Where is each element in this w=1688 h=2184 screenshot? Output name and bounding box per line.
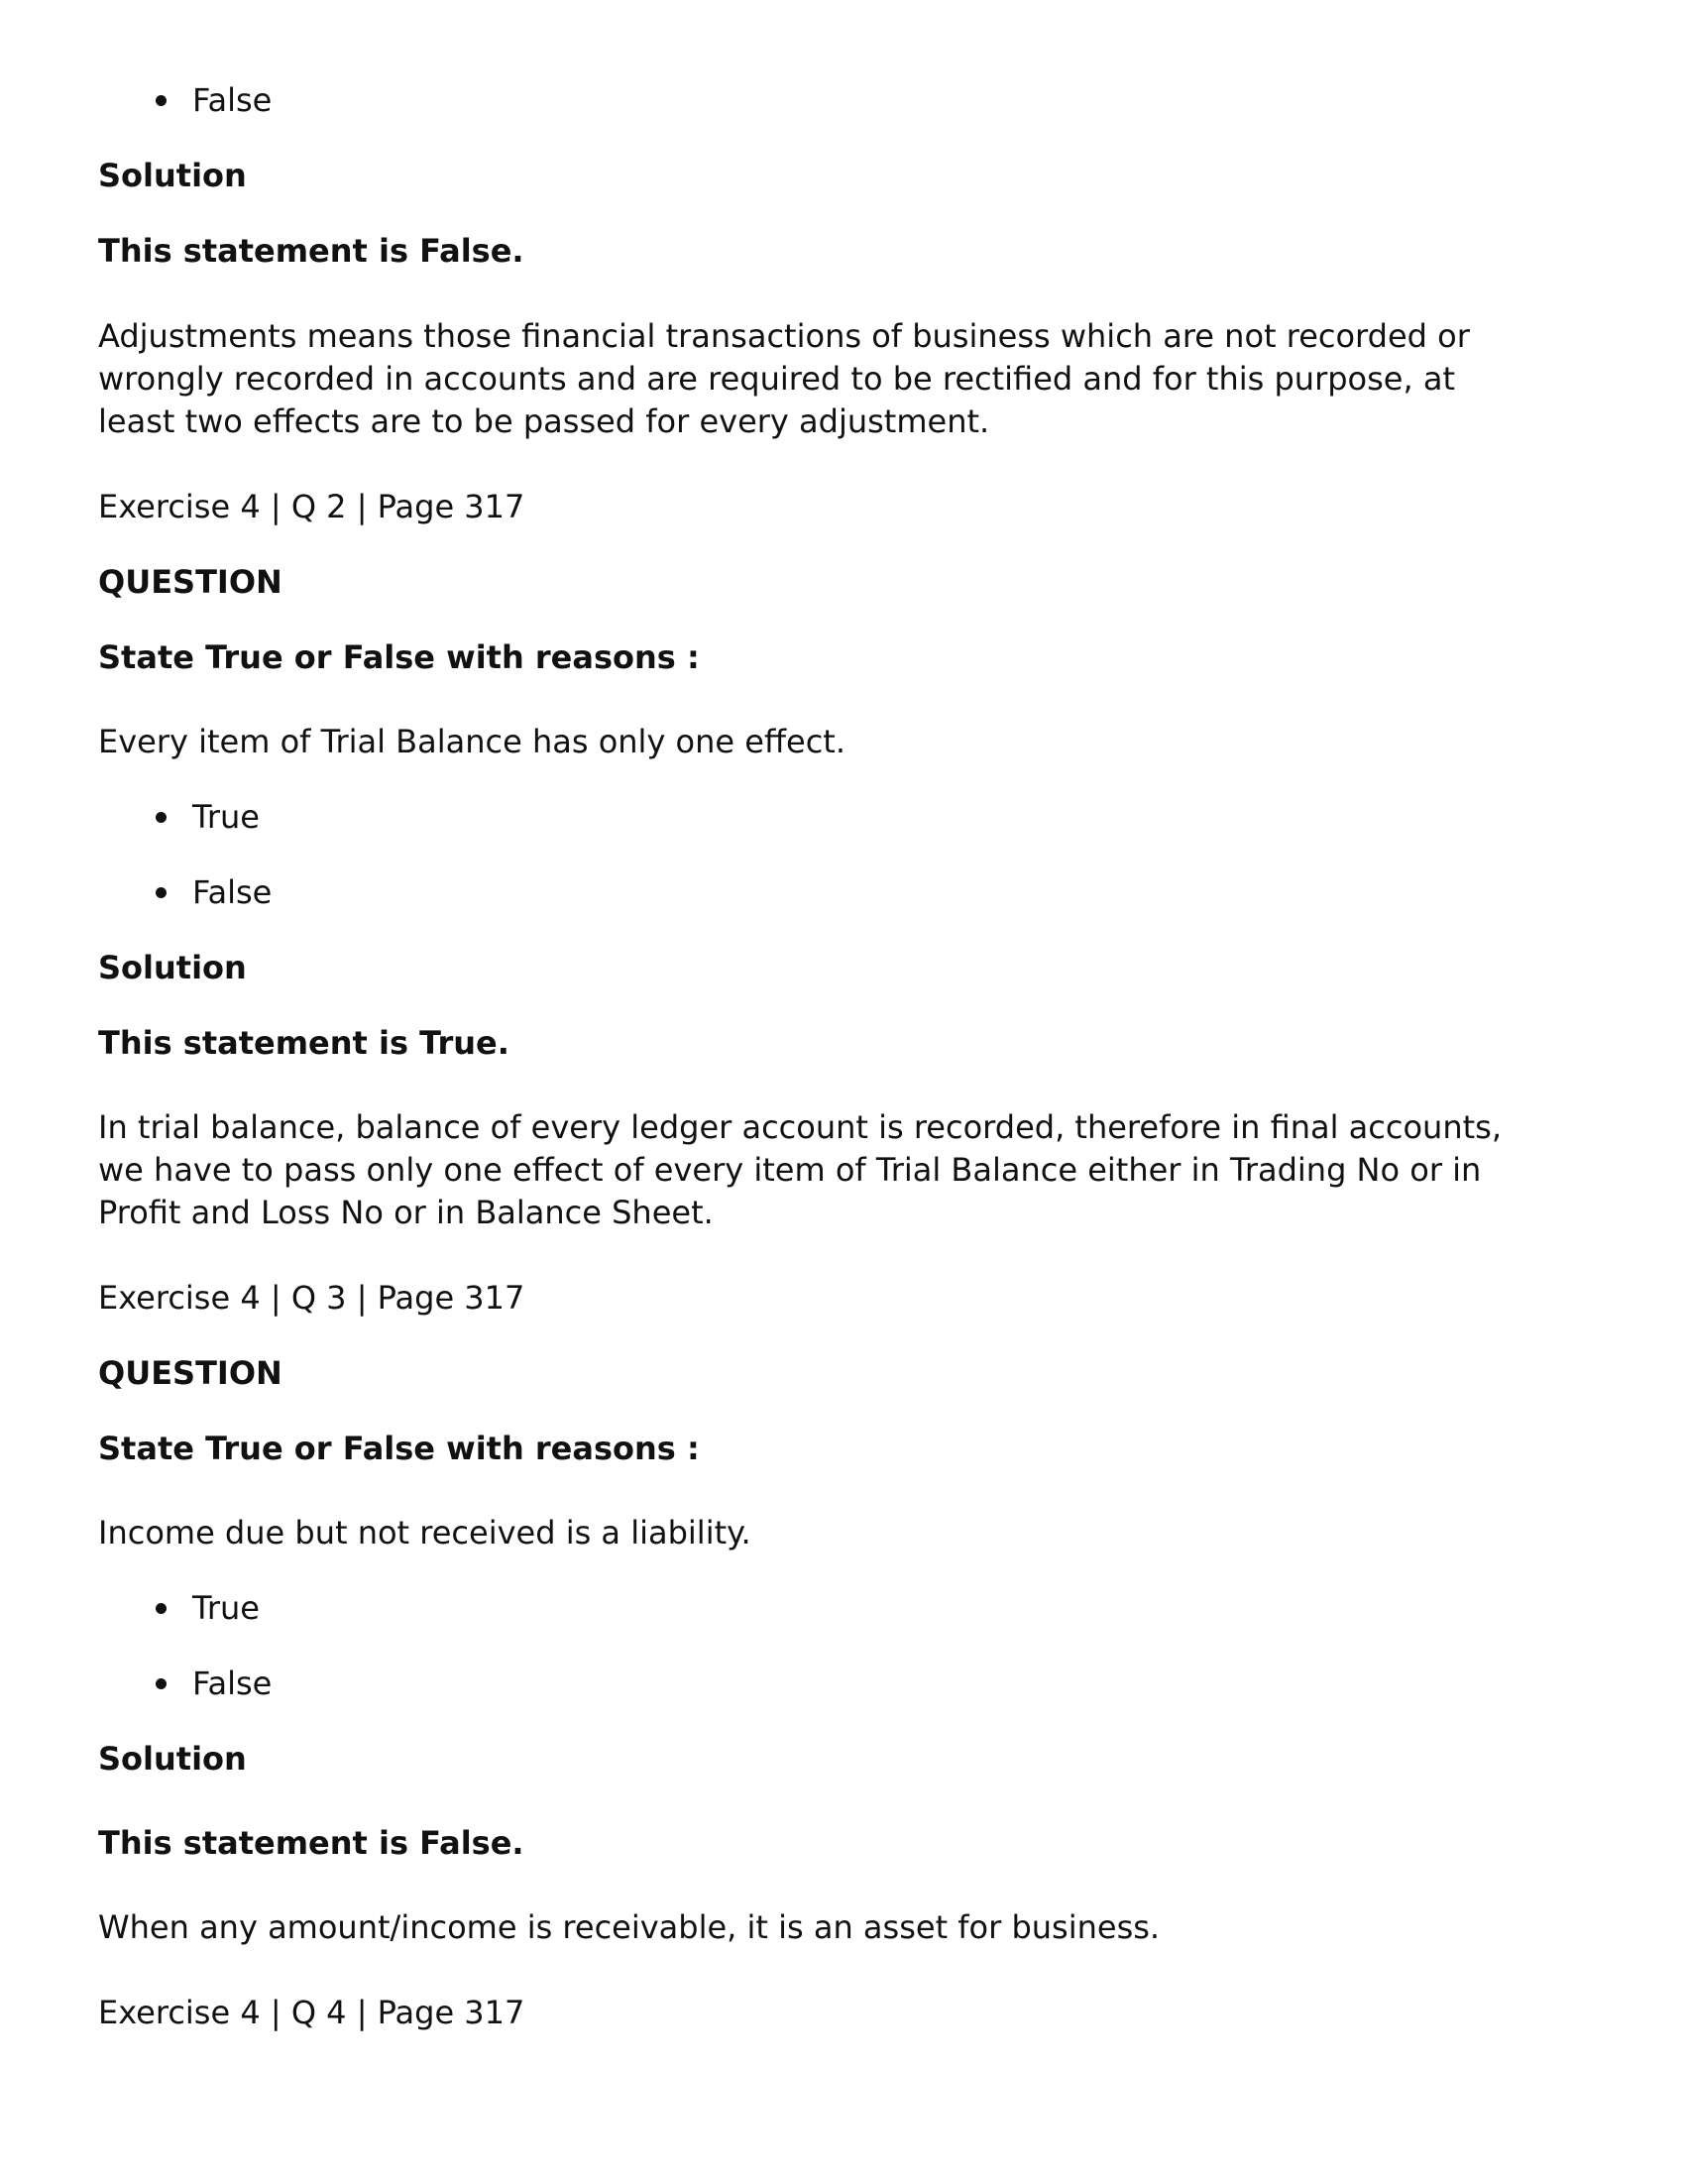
- explanation-line: least two effects are to be passed for every adjustment.: [98, 402, 990, 440]
- question-statement: Every item of Trial Balance has only one effect.: [98, 723, 845, 760]
- option-false: False: [192, 81, 273, 119]
- exercise-reference: Exercise 4 | Q 4 | Page 317: [98, 1994, 525, 2031]
- option-true: True: [192, 1589, 260, 1627]
- bullet-icon: [156, 95, 167, 106]
- exercise-reference: Exercise 4 | Q 3 | Page 317: [98, 1279, 525, 1317]
- bullet-icon: [156, 1678, 167, 1689]
- bullet-icon: [156, 812, 167, 823]
- solution-verdict: This statement is False.: [98, 232, 524, 270]
- solution-verdict: This statement is False.: [98, 1824, 524, 1862]
- solution-heading: Solution: [98, 949, 247, 986]
- question-instruction: State True or False with reasons :: [98, 638, 700, 676]
- solution-heading: Solution: [98, 1740, 247, 1778]
- bullet-icon: [156, 887, 167, 898]
- option-false: False: [192, 1665, 273, 1702]
- exercise-reference: Exercise 4 | Q 2 | Page 317: [98, 488, 525, 525]
- solution-verdict: This statement is True.: [98, 1024, 509, 1062]
- solution-heading: Solution: [98, 157, 247, 194]
- question-statement: Income due but not received is a liability.: [98, 1514, 751, 1552]
- explanation-line: Adjustments means those financial transactions of business which are not recorded or: [98, 317, 1470, 355]
- option-true: True: [192, 798, 260, 836]
- question-heading: QUESTION: [98, 563, 282, 601]
- explanation-line: When any amount/income is receivable, it is an asset for business.: [98, 1908, 1161, 1946]
- question-heading: QUESTION: [98, 1354, 282, 1392]
- explanation-line: Profit and Loss No or in Balance Sheet.: [98, 1194, 714, 1231]
- bullet-icon: [156, 1603, 167, 1614]
- explanation-line: In trial balance, balance of every ledger account is recorded, therefore in final accounts,: [98, 1108, 1502, 1146]
- explanation-line: we have to pass only one effect of every item of Trial Balance either in Trading No or in: [98, 1151, 1482, 1189]
- explanation-line: wrongly recorded in accounts and are required to be rectified and for this purpose, at: [98, 360, 1455, 398]
- question-instruction: State True or False with reasons :: [98, 1430, 700, 1467]
- option-false: False: [192, 873, 273, 911]
